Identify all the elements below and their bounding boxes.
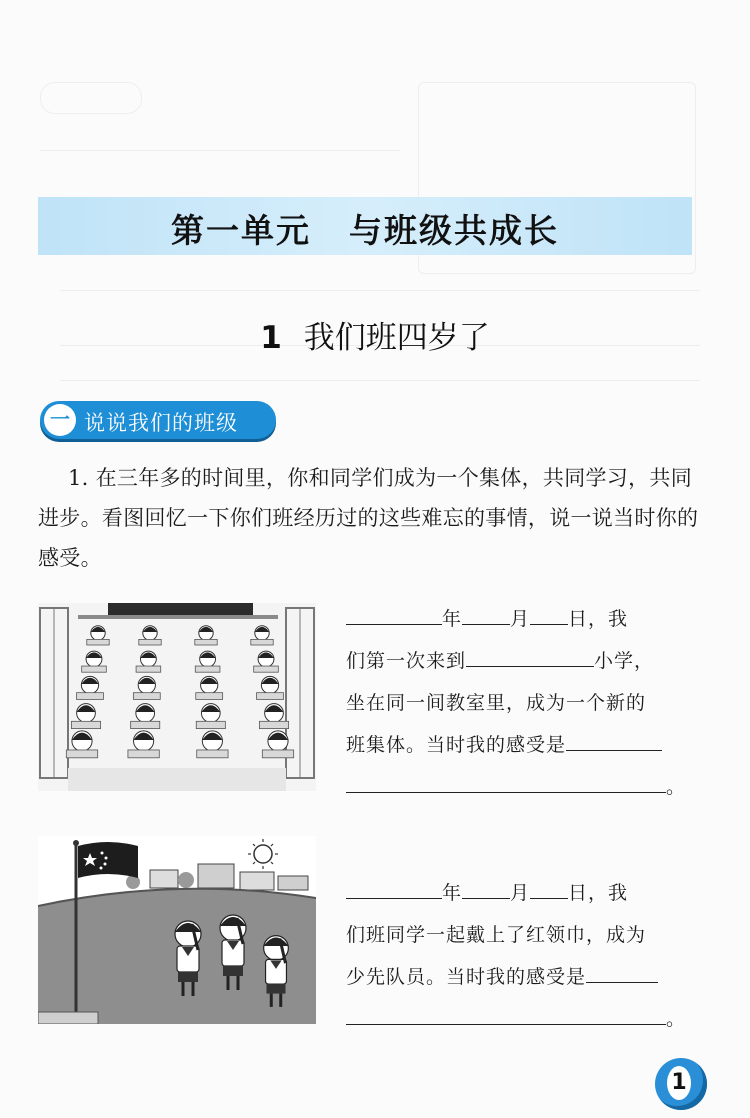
memory-1-line2a: 们第一次来到 bbox=[346, 650, 467, 672]
unit-heading bbox=[38, 205, 692, 252]
memory-1-line4: 班集体。当时我的感受是 bbox=[346, 734, 567, 756]
show-through-line bbox=[60, 380, 700, 381]
day-blank[interactable] bbox=[530, 602, 568, 625]
pioneer-ceremony-illustration bbox=[38, 836, 316, 1024]
show-through-line bbox=[60, 290, 700, 291]
day-label: 日，我 bbox=[568, 882, 629, 904]
lesson-title: 我们班四岁了 bbox=[303, 320, 490, 356]
year-label: 年 bbox=[442, 608, 463, 630]
section-header bbox=[40, 401, 276, 439]
classroom-illustration bbox=[38, 603, 316, 791]
memory-2-end: 。 bbox=[666, 1008, 687, 1030]
memory-2-line3: 少先队员。当时我的感受是 bbox=[346, 966, 587, 988]
school-blank[interactable] bbox=[466, 644, 594, 667]
feeling-line-blank[interactable] bbox=[346, 770, 666, 793]
page-number-badge bbox=[655, 1058, 707, 1110]
memory-1-line2b: 小学， bbox=[594, 650, 655, 672]
year-blank[interactable] bbox=[346, 602, 442, 625]
unit-number: 第一单元 bbox=[171, 211, 311, 250]
memory-2-line2: 们班同学一起戴上了红领巾，成为 bbox=[346, 924, 647, 946]
page-number: 1 bbox=[667, 1066, 691, 1100]
month-label: 月 bbox=[510, 882, 531, 904]
show-through-panel bbox=[40, 82, 142, 114]
memory-2-text bbox=[346, 872, 696, 1040]
memory-1-end: 。 bbox=[666, 776, 687, 798]
month-label: 月 bbox=[510, 608, 531, 630]
section-badge: 一 bbox=[44, 404, 76, 436]
feeling-line-blank[interactable] bbox=[346, 1002, 666, 1025]
lesson-heading bbox=[0, 312, 750, 357]
month-blank[interactable] bbox=[462, 602, 510, 625]
unit-banner bbox=[38, 197, 692, 255]
section-label: 说说我们的班级 bbox=[84, 411, 238, 435]
memory-1-text bbox=[346, 598, 696, 808]
memory-1-line3: 坐在同一间教室里，成为一个新的 bbox=[346, 692, 647, 714]
year-blank[interactable] bbox=[346, 876, 442, 899]
feeling-blank[interactable] bbox=[586, 960, 658, 983]
month-blank[interactable] bbox=[462, 876, 510, 899]
year-label: 年 bbox=[442, 882, 463, 904]
intro-paragraph: 1. 在三年多的时间里，你和同学们成为一个集体，共同学习，共同进步。看图回忆一下你们班经历过的这些难忘的事情，说一说当时你的感受。 bbox=[38, 466, 699, 570]
day-label: 日，我 bbox=[568, 608, 629, 630]
feeling-blank[interactable] bbox=[566, 728, 662, 751]
day-blank[interactable] bbox=[530, 876, 568, 899]
show-through-line bbox=[40, 150, 400, 151]
lesson-number: 1 bbox=[260, 320, 282, 356]
unit-title: 与班级共成长 bbox=[349, 211, 559, 250]
